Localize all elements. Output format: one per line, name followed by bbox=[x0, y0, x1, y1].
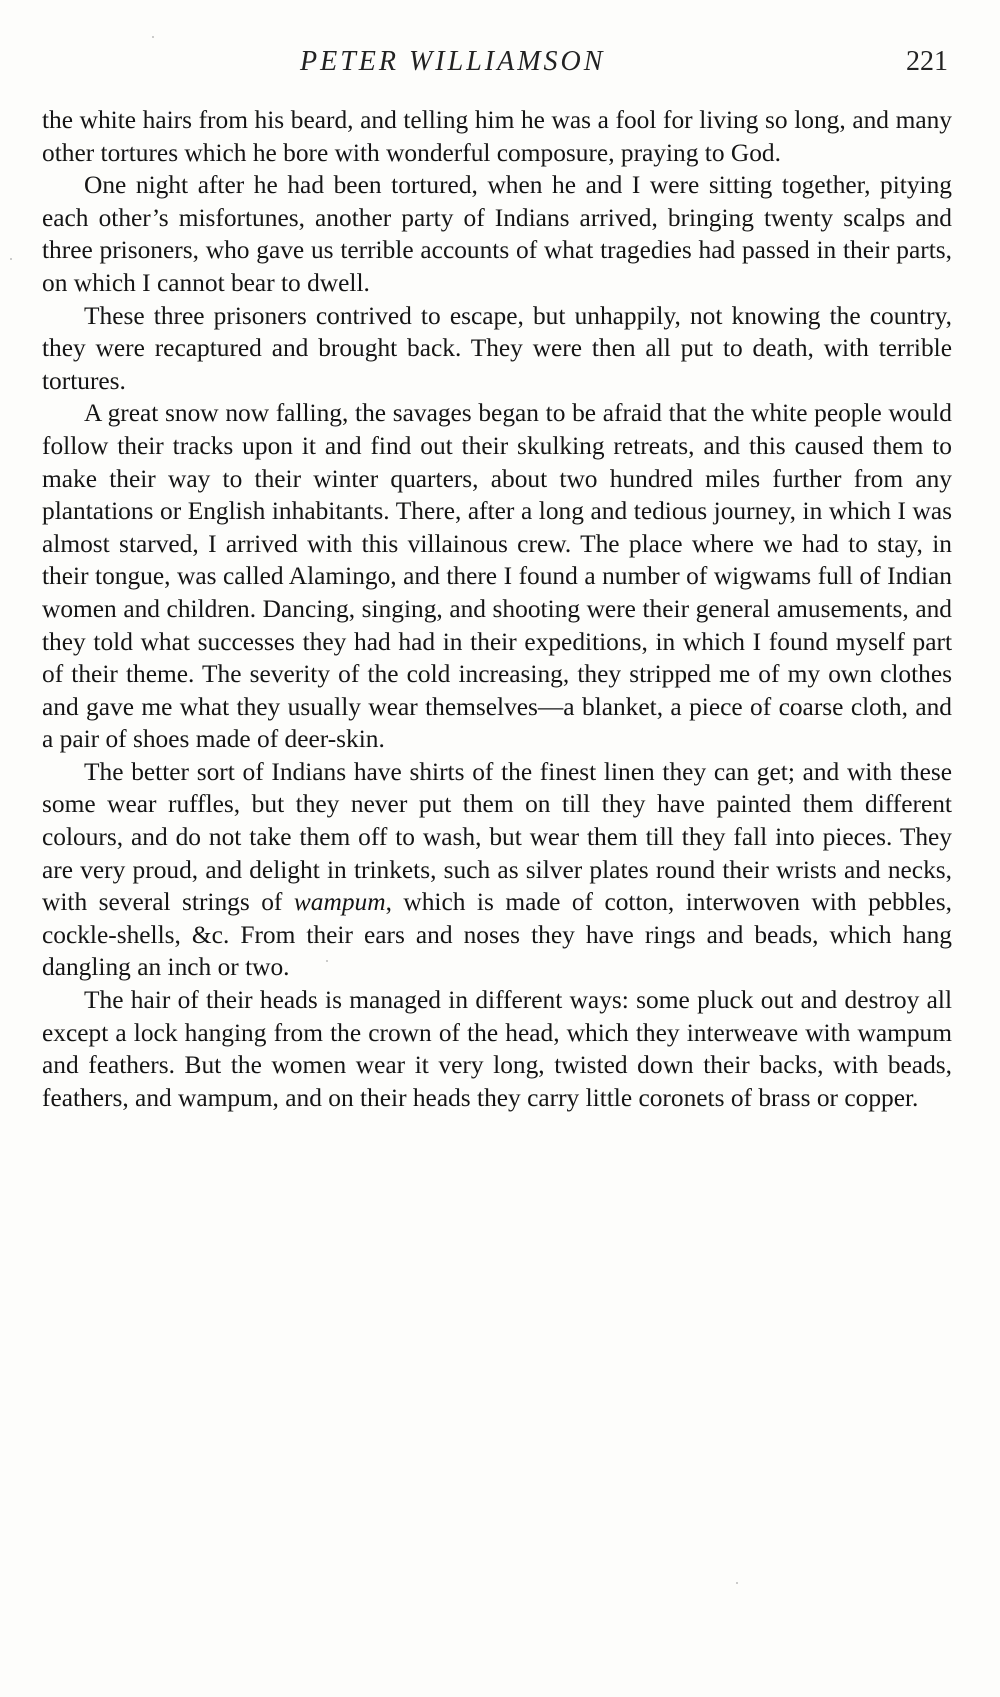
paragraph-hair: The hair of their heads is managed in different ways: some pluck out and destroy all except a lock hanging from the crown of the head, which they interweave with wampum and feathers. But the women wear it very long, twisted down their backs, with beads, feathers, and wampum, and on their heads they carry little coronets of brass or copper. bbox=[42, 986, 952, 1112]
wampum-italic: wampum bbox=[293, 888, 386, 917]
page-number: 221 bbox=[906, 46, 948, 77]
running-head bbox=[0, 46, 1000, 86]
paper-speck bbox=[152, 36, 154, 38]
paragraph-great-snow: A great snow now falling, the savages began to be afraid that the white people would follow their tracks upon it and find out their skulking retreats, and this caused them to make their way to their winter quarters, about two hundred miles further from any plantations or English inhabitants. There, after a long and tedious journey, in which I was almost starved, I arrived with this villainous crew. The place where we had to stay, in their tongue, was called Alamingo, and there I found a number of wigwams full of Indian women and children. Dancing, singing, and shooting were their general amusements, and they told what successes they had had in their expeditions, in which I found myself part of their theme. The severity of the cold increasing, they stripped me of my own clothes and gave me what they usually wear themselves—a blanket, a piece of coarse cloth, and a pair of shoes made of deer-skin. bbox=[42, 399, 952, 754]
paper-speck bbox=[326, 960, 328, 962]
paragraph-continued: the white hairs from his beard, and telling him he was a fool for living so long, and many other tortures which he bore with wonderful composure, praying to God. bbox=[42, 106, 952, 167]
running-title: PETER WILLIAMSON bbox=[300, 46, 606, 77]
body-text bbox=[42, 104, 952, 1114]
paragraph-shirts-text-a: The better sort of Indians have shirts of the finest linen they can get; and with these some wear ruffles, but they never put them on till they have painted them different colours, and do not take them off to wash, but wear them till they fall into pieces. They are very proud, and delight in trinkets, such as silver plates round their wrists and necks, with several strings of bbox=[42, 757, 952, 917]
paper-speck bbox=[736, 1582, 738, 1584]
paragraph-prisoners-escape: These three prisoners contrived to escape, but unhappily, not knowing the country, they were recaptured and brought back. They were then all put to death, with terrible tortures. bbox=[42, 301, 952, 395]
paper-speck bbox=[10, 258, 12, 260]
paragraph-night-tortured: One night after he had been tortured, when he and I were sitting together, pitying each other’s misfortunes, another party of Indians arrived, bringing twenty scalps and three prisoners, who gave us terrible accounts of what tragedies had passed in their parts, on which I cannot bear to dwell. bbox=[42, 171, 952, 297]
paragraph-indian-shirts bbox=[42, 756, 952, 984]
paragraph-shirts-text-b: , which is made of cotton, interwoven with pebbles, cockle-shells, &c. From their ears and noses they have rings and beads, which hang dangling an inch or two. bbox=[42, 888, 952, 982]
